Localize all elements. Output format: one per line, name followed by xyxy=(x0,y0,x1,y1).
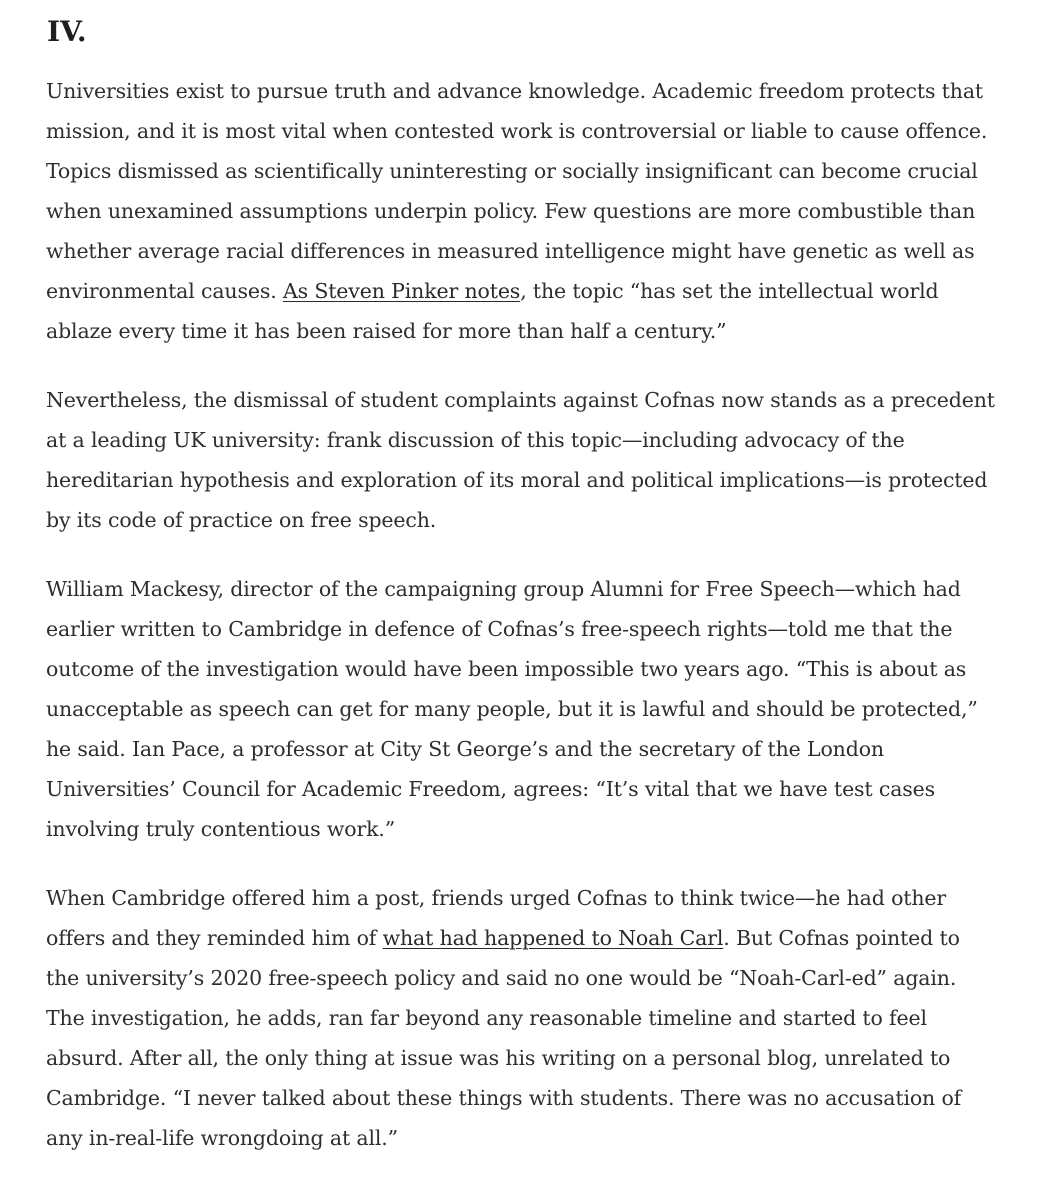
paragraph-line: Universities’ Council for Academic Freedom, agrees: “It’s vital that we have test cases xyxy=(46,777,936,801)
paragraph-line: The investigation, he adds, ran far beyond any reasonable timeline and started to feel xyxy=(46,1006,927,1030)
paragraph-3 xyxy=(46,569,1008,849)
paragraph-line: involving truly contentious work.” xyxy=(46,817,396,841)
paragraph-2 xyxy=(46,380,1008,540)
line-text: offers and they reminded him of xyxy=(46,926,383,950)
line-text: environmental causes. xyxy=(46,279,283,303)
article-body xyxy=(46,14,1008,1187)
paragraph-line: hereditarian hypothesis and exploration of its moral and political implications—is protected xyxy=(46,468,988,492)
paragraph-line: Topics dismissed as scientifically uninteresting or socially insignificant can become crucial xyxy=(46,159,978,183)
paragraph-line: Nevertheless, the dismissal of student complaints against Cofnas now stands as a precedent xyxy=(46,388,995,412)
section-heading: IV. xyxy=(47,15,87,48)
pinker-notes-link[interactable]: As Steven Pinker notes xyxy=(282,279,521,303)
paragraph-line-with-link xyxy=(46,271,1008,311)
paragraph-line: any in-real-life wrongdoing at all.” xyxy=(46,1126,398,1150)
paragraph-1 xyxy=(46,71,1008,351)
paragraph-line: when unexamined assumptions underpin policy. Few questions are more combustible than xyxy=(46,199,976,223)
paragraph-line: ablaze every time it has been raised for more than half a century.” xyxy=(46,319,727,343)
paragraph-line: William Mackesy, director of the campaigning group Alumni for Free Speech—which had xyxy=(46,577,961,601)
paragraph-line: he said. Ian Pace, a professor at City St George’s and the secretary of the London xyxy=(46,737,884,761)
paragraph-line: at a leading UK university: frank discussion of this topic—including advocacy of the xyxy=(46,428,905,452)
paragraph-line-with-link xyxy=(46,918,1008,958)
paragraph-line: whether average racial differences in measured intelligence might have genetic as well as xyxy=(46,239,975,263)
line-text: . But Cofnas pointed to xyxy=(723,926,960,950)
noah-carl-link[interactable]: what had happened to Noah Carl xyxy=(382,926,724,950)
paragraph-line: Universities exist to pursue truth and advance knowledge. Academic freedom protects that xyxy=(46,79,983,103)
paragraph-line: earlier written to Cambridge in defence of Cofnas’s free-speech rights—told me that the xyxy=(46,617,953,641)
paragraph-line: by its code of practice on free speech. xyxy=(46,508,437,532)
paragraph-line: Cambridge. “I never talked about these things with students. There was no accusation of xyxy=(46,1086,962,1110)
paragraph-4 xyxy=(46,878,1008,1158)
line-text: , the topic “has set the intellectual world xyxy=(520,279,939,303)
paragraph-line: mission, and it is most vital when contested work is controversial or liable to cause offence. xyxy=(46,119,988,143)
paragraph-line: When Cambridge offered him a post, friends urged Cofnas to think twice—he had other xyxy=(46,886,947,910)
paragraph-line: outcome of the investigation would have been impossible two years ago. “This is about as xyxy=(46,657,967,681)
paragraph-line: the university’s 2020 free-speech policy and said no one would be “Noah-Carl-ed” again. xyxy=(46,966,957,990)
paragraph-line: unacceptable as speech can get for many people, but it is lawful and should be protected,” xyxy=(46,697,978,721)
paragraph-line: absurd. After all, the only thing at issue was his writing on a personal blog, unrelated to xyxy=(46,1046,951,1070)
